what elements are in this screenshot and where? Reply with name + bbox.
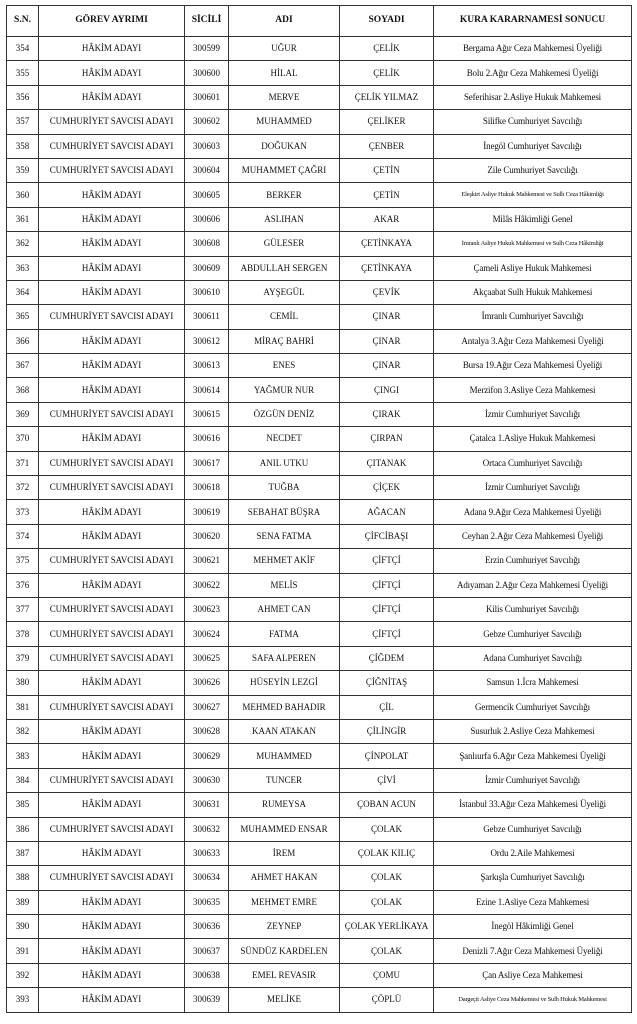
row-soyadi: ÇELİK YILMAZ [340,85,434,109]
row-adi: UĞUR [229,37,340,61]
row-adi: MEHMET AKİF [229,549,340,573]
row-gorev: HÂKİM ADAYI [39,524,185,548]
row-gorev: CUMHURİYET SAVCISI ADAYI [39,646,185,670]
row-gorev: HÂKİM ADAYI [39,793,185,817]
table-row [7,988,632,1012]
row-adi: İREM [229,841,340,865]
row-soyadi: ÇOLAK [340,939,434,963]
table-row [7,915,632,939]
table-row [7,646,632,670]
row-sicil: 300635 [185,890,229,914]
row-sicil: 300625 [185,646,229,670]
row-soyadi: ÇINAR [340,354,434,378]
row-sonuc: Germencik Cumhuriyet Savcılığı [434,695,632,719]
row-soyadi: ÇENBER [340,134,434,158]
row-sonuc: İzmir Cumhuriyet Savcılığı [434,476,632,500]
row-adi: EMEL REVASIR [229,963,340,987]
row-soyadi: AKAR [340,207,434,231]
row-sonuc: Adıyaman 2.Ağır Ceza Mahkemesi Üyeliği [434,573,632,597]
row-sn: 389 [7,890,39,914]
row-sn: 354 [7,37,39,61]
row-soyadi: ÇOLAK [340,890,434,914]
row-soyadi: ÇETİN [340,158,434,182]
table-row [7,378,632,402]
row-sicil: 300620 [185,524,229,548]
table-row [7,256,632,280]
row-soyadi: ÇETİNKAYA [340,256,434,280]
row-sicil: 300606 [185,207,229,231]
row-adi: RUMEYSA [229,793,340,817]
row-sn: 365 [7,305,39,329]
table-row [7,671,632,695]
row-sicil: 300617 [185,451,229,475]
row-sonuc: İnegöl Cumhuriyet Savcılığı [434,134,632,158]
row-sn: 384 [7,768,39,792]
row-adi: BERKER [229,183,340,207]
row-gorev: CUMHURİYET SAVCISI ADAYI [39,158,185,182]
row-sicil: 300611 [185,305,229,329]
table-row [7,500,632,524]
row-sicil: 300609 [185,256,229,280]
row-adi: AHMET CAN [229,597,340,621]
table-row [7,549,632,573]
table-row [7,573,632,597]
header-sicil: SİCİLİ [185,6,229,37]
row-sn: 392 [7,963,39,987]
header-sn: S.N. [7,6,39,37]
row-sicil: 300639 [185,988,229,1012]
row-soyadi: ÇOLAK KILIÇ [340,841,434,865]
row-soyadi: ÇİVİ [340,768,434,792]
row-gorev: HÂKİM ADAYI [39,256,185,280]
row-soyadi: ÇİFTÇİ [340,549,434,573]
row-adi: ZEYNEP [229,915,340,939]
row-soyadi: ÇINGI [340,378,434,402]
row-soyadi: ÇOBAN ACUN [340,793,434,817]
table-row [7,476,632,500]
row-soyadi: ÇOLAK [340,866,434,890]
table-row [7,793,632,817]
row-sicil: 300627 [185,695,229,719]
row-soyadi: ÇELİK [340,61,434,85]
row-sonuc: Gebze Cumhuriyet Savcılığı [434,817,632,841]
row-sonuc: İzmir Cumhuriyet Savcılığı [434,768,632,792]
table-row [7,37,632,61]
row-sicil: 300599 [185,37,229,61]
row-sicil: 300608 [185,232,229,256]
row-sicil: 300601 [185,85,229,109]
row-sn: 358 [7,134,39,158]
row-sn: 364 [7,280,39,304]
row-gorev: HÂKİM ADAYI [39,85,185,109]
row-sn: 379 [7,646,39,670]
row-gorev: CUMHURİYET SAVCISI ADAYI [39,768,185,792]
row-soyadi: ÇOLAK YERLİKAYA [340,915,434,939]
row-gorev: HÂKİM ADAYI [39,573,185,597]
row-soyadi: ÇEVİK [340,280,434,304]
assignment-table [6,5,632,1013]
row-sicil: 300612 [185,329,229,353]
table-row [7,305,632,329]
row-soyadi: ÇİFTÇİ [340,573,434,597]
row-sn: 355 [7,61,39,85]
row-gorev: CUMHURİYET SAVCISI ADAYI [39,476,185,500]
row-sonuc: Milâs Hâkimliği Genel [434,207,632,231]
row-soyadi: ÇOLAK [340,817,434,841]
row-gorev: HÂKİM ADAYI [39,378,185,402]
row-soyadi: ÇİL [340,695,434,719]
row-sn: 357 [7,110,39,134]
row-sonuc: Ezine 1.Asliye Ceza Mahkemesi [434,890,632,914]
row-sn: 369 [7,402,39,426]
row-soyadi: ÇİFTÇİ [340,622,434,646]
row-sonuc: Susurluk 2.Asliye Ceza Mahkemesi [434,719,632,743]
table-row [7,451,632,475]
table-row [7,354,632,378]
table-row [7,963,632,987]
row-sonuc: İstanbul 33.Ağır Ceza Mahkemesi Üyeliği [434,793,632,817]
table-row [7,939,632,963]
header-sonuc: KURA KARARNAMESİ SONUCU [434,6,632,37]
row-adi: FATMA [229,622,340,646]
row-gorev: CUMHURİYET SAVCISI ADAYI [39,597,185,621]
row-sn: 368 [7,378,39,402]
table-row [7,134,632,158]
row-sicil: 300603 [185,134,229,158]
table-row [7,280,632,304]
row-gorev: HÂKİM ADAYI [39,719,185,743]
row-sonuc: Erzin Cumhuriyet Savcılığı [434,549,632,573]
row-sicil: 300614 [185,378,229,402]
table-row [7,402,632,426]
table-row [7,866,632,890]
row-sicil: 300626 [185,671,229,695]
row-sn: 378 [7,622,39,646]
row-adi: TUĞBA [229,476,340,500]
row-sonuc: Bolu 2.Ağır Ceza Mahkemesi Üyeliği [434,61,632,85]
table-row [7,597,632,621]
row-gorev: CUMHURİYET SAVCISI ADAYI [39,110,185,134]
row-adi: KAAN ATAKAN [229,719,340,743]
row-sn: 382 [7,719,39,743]
row-adi: MUHAMMET ÇAĞRI [229,158,340,182]
row-sn: 359 [7,158,39,182]
table-header [7,6,632,37]
row-sonuc: Kilis Cumhuriyet Savcılığı [434,597,632,621]
row-sicil: 300638 [185,963,229,987]
table-row [7,695,632,719]
row-adi: TUNCER [229,768,340,792]
row-sn: 393 [7,988,39,1012]
row-soyadi: ÇİLİNGİR [340,719,434,743]
row-gorev: HÂKİM ADAYI [39,61,185,85]
row-sicil: 300622 [185,573,229,597]
row-soyadi: ÇINAR [340,305,434,329]
row-sonuc: Bursa 19.Ağır Ceza Mahkemesi Üyeliği [434,354,632,378]
row-gorev: HÂKİM ADAYI [39,963,185,987]
table-row [7,817,632,841]
row-adi: NECDET [229,427,340,451]
row-gorev: CUMHURİYET SAVCISI ADAYI [39,305,185,329]
row-gorev: CUMHURİYET SAVCISI ADAYI [39,622,185,646]
row-sicil: 300616 [185,427,229,451]
row-sn: 390 [7,915,39,939]
row-soyadi: ÇINAR [340,329,434,353]
row-sn: 380 [7,671,39,695]
row-sicil: 300631 [185,793,229,817]
header-soyadi: SOYADI [340,6,434,37]
row-adi: CEMİL [229,305,340,329]
table-row [7,329,632,353]
table-row [7,232,632,256]
row-gorev: HÂKİM ADAYI [39,500,185,524]
row-gorev: HÂKİM ADAYI [39,354,185,378]
row-adi: MELİKE [229,988,340,1012]
row-soyadi: ÇOMU [340,963,434,987]
row-adi: ÖZGÜN DENİZ [229,402,340,426]
row-sicil: 300637 [185,939,229,963]
row-gorev: CUMHURİYET SAVCISI ADAYI [39,402,185,426]
row-gorev: HÂKİM ADAYI [39,329,185,353]
row-gorev: HÂKİM ADAYI [39,988,185,1012]
row-soyadi: ÇELİK [340,37,434,61]
row-adi: ASLIHAN [229,207,340,231]
row-adi: SAFA ALPEREN [229,646,340,670]
table-row [7,207,632,231]
row-sonuc: Çatalca 1.Asliye Hukuk Mahkemesi [434,427,632,451]
header-adi: ADI [229,6,340,37]
table-row [7,524,632,548]
row-sicil: 300632 [185,817,229,841]
header-gorev: GÖREV AYRIMI [39,6,185,37]
row-sicil: 300629 [185,744,229,768]
row-sn: 387 [7,841,39,865]
row-gorev: HÂKİM ADAYI [39,671,185,695]
row-sicil: 300624 [185,622,229,646]
row-sicil: 300634 [185,866,229,890]
row-sonuc: Ortaca Cumhuriyet Savcılığı [434,451,632,475]
row-sonuc: İnegöl Hâkimliği Genel [434,915,632,939]
row-sn: 377 [7,597,39,621]
row-soyadi: ÇİFTÇİ [340,597,434,621]
row-sicil: 300604 [185,158,229,182]
row-sn: 370 [7,427,39,451]
row-adi: ENES [229,354,340,378]
row-sonuc: Şanlıurfa 6.Ağır Ceza Mahkemesi Üyeliği [434,744,632,768]
row-sn: 391 [7,939,39,963]
row-sicil: 300636 [185,915,229,939]
row-gorev: CUMHURİYET SAVCISI ADAYI [39,866,185,890]
row-sn: 385 [7,793,39,817]
row-sn: 367 [7,354,39,378]
row-adi: MUHAMMED [229,744,340,768]
row-sn: 388 [7,866,39,890]
row-gorev: HÂKİM ADAYI [39,890,185,914]
row-sonuc: Samsun 1.İcra Mahkemesi [434,671,632,695]
row-sicil: 300602 [185,110,229,134]
row-gorev: HÂKİM ADAYI [39,183,185,207]
table-row [7,768,632,792]
row-adi: GÜLESER [229,232,340,256]
row-sn: 361 [7,207,39,231]
row-gorev: HÂKİM ADAYI [39,232,185,256]
row-sn: 362 [7,232,39,256]
row-sn: 371 [7,451,39,475]
row-soyadi: ÇİĞDEM [340,646,434,670]
row-sn: 366 [7,329,39,353]
row-sonuc: Çameli Asliye Hukuk Mahkemesi [434,256,632,280]
row-sicil: 300619 [185,500,229,524]
row-sn: 376 [7,573,39,597]
table-row [7,183,632,207]
table-row [7,110,632,134]
row-sonuc: Ordu 2.Aile Mahkemesi [434,841,632,865]
table-row [7,890,632,914]
row-sicil: 300623 [185,597,229,621]
row-soyadi: ÇÖPLÜ [340,988,434,1012]
row-adi: SEBAHAT BÜŞRA [229,500,340,524]
row-sonuc: Eleşkirt Asliye Hukuk Mahkemesi ve Sulh Ceza Hâkimliği [434,183,632,207]
table-row [7,622,632,646]
row-adi: AYŞEGÜL [229,280,340,304]
row-adi: MEHMED BAHADIR [229,695,340,719]
row-soyadi: ÇIRAK [340,402,434,426]
row-sicil: 300621 [185,549,229,573]
row-sn: 375 [7,549,39,573]
row-sonuc: Denizli 7.Ağır Ceza Mahkemesi Üyeliği [434,939,632,963]
row-sonuc: İzmir Cumhuriyet Savcılığı [434,402,632,426]
row-gorev: HÂKİM ADAYI [39,207,185,231]
row-sonuc: Zile Cumhuriyet Savcılığı [434,158,632,182]
row-soyadi: ÇİĞNİTAŞ [340,671,434,695]
row-adi: ANIL UTKU [229,451,340,475]
row-sonuc: Çan Asliye Ceza Mahkemesi [434,963,632,987]
row-gorev: HÂKİM ADAYI [39,427,185,451]
row-sonuc: İmranlı Cumhuriyet Savcılığı [434,305,632,329]
row-sn: 373 [7,500,39,524]
row-sn: 363 [7,256,39,280]
row-adi: SENA FATMA [229,524,340,548]
row-adi: YAĞMUR NUR [229,378,340,402]
row-sn: 356 [7,85,39,109]
row-gorev: HÂKİM ADAYI [39,280,185,304]
row-gorev: CUMHURİYET SAVCISI ADAYI [39,134,185,158]
table-body [7,37,632,1013]
row-sicil: 300615 [185,402,229,426]
row-sn: 374 [7,524,39,548]
row-soyadi: ÇETİN [340,183,434,207]
row-soyadi: ÇIRPAN [340,427,434,451]
row-sonuc: Şarkışla Cumhuriyet Savcılığı [434,866,632,890]
row-sonuc: Bergama Ağır Ceza Mahkemesi Üyeliği [434,37,632,61]
row-adi: MELİS [229,573,340,597]
row-gorev: HÂKİM ADAYI [39,841,185,865]
row-sicil: 300610 [185,280,229,304]
row-soyadi: ÇETİNKAYA [340,232,434,256]
row-sonuc: Silifke Cumhuriyet Savcılığı [434,110,632,134]
row-adi: MUHAMMED [229,110,340,134]
row-soyadi: ÇITANAK [340,451,434,475]
row-sonuc: İmranlı Asliye Hukuk Mahkemesi ve Sulh Ceza Hâkimliği [434,232,632,256]
row-sicil: 300600 [185,61,229,85]
row-adi: DOĞUKAN [229,134,340,158]
row-sonuc: Seferihisar 2.Asliye Hukuk Mahkemesi [434,85,632,109]
row-adi: HİLAL [229,61,340,85]
row-adi: MEHMET EMRE [229,890,340,914]
table-row [7,427,632,451]
row-adi: SÜNDÜZ KARDELEN [229,939,340,963]
row-soyadi: ÇELİKER [340,110,434,134]
row-adi: AHMET HAKAN [229,866,340,890]
row-sicil: 300605 [185,183,229,207]
row-sicil: 300633 [185,841,229,865]
table-row [7,841,632,865]
table-row [7,744,632,768]
row-adi: HÜSEYİN LEZGİ [229,671,340,695]
row-adi: ABDULLAH SERGEN [229,256,340,280]
row-soyadi: ÇİFCİBAŞI [340,524,434,548]
row-soyadi: AĞACAN [340,500,434,524]
row-sn: 381 [7,695,39,719]
row-soyadi: ÇİÇEK [340,476,434,500]
row-gorev: CUMHURİYET SAVCISI ADAYI [39,695,185,719]
row-sn: 386 [7,817,39,841]
row-sonuc: Akçaabat Sulh Hukuk Mahkemesi [434,280,632,304]
row-sn: 360 [7,183,39,207]
row-sicil: 300628 [185,719,229,743]
row-adi: MUHAMMED ENSAR [229,817,340,841]
row-gorev: HÂKİM ADAYI [39,744,185,768]
row-adi: MİRAÇ BAHRİ [229,329,340,353]
row-gorev: HÂKİM ADAYI [39,939,185,963]
row-sn: 383 [7,744,39,768]
row-sicil: 300613 [185,354,229,378]
table-row [7,85,632,109]
row-gorev: HÂKİM ADAYI [39,915,185,939]
row-sonuc: Ceyhan 2.Ağır Ceza Mahkemesi Üyeliği [434,524,632,548]
row-sicil: 300618 [185,476,229,500]
row-sonuc: Antalya 3.Ağır Ceza Mahkemesi Üyeliği [434,329,632,353]
row-soyadi: ÇİNPOLAT [340,744,434,768]
row-sn: 372 [7,476,39,500]
row-sonuc: Adana 9.Ağır Ceza Mahkemesi Üyeliği [434,500,632,524]
row-gorev: CUMHURİYET SAVCISI ADAYI [39,451,185,475]
row-sonuc: Adana Cumhuriyet Savcılığı [434,646,632,670]
row-gorev: CUMHURİYET SAVCISI ADAYI [39,549,185,573]
row-gorev: HÂKİM ADAYI [39,37,185,61]
table-row [7,158,632,182]
table-row [7,719,632,743]
table-row [7,61,632,85]
row-sicil: 300630 [185,768,229,792]
header-row [7,6,632,37]
row-gorev: CUMHURİYET SAVCISI ADAYI [39,817,185,841]
row-sonuc: Merzifon 3.Asliye Ceza Mahkemesi [434,378,632,402]
row-adi: MERVE [229,85,340,109]
row-sonuc: Dargeçit Asliye Ceza Mahkemesi ve Sulh Hukuk Mahkemesi [434,988,632,1012]
row-sonuc: Gebze Cumhuriyet Savcılığı [434,622,632,646]
